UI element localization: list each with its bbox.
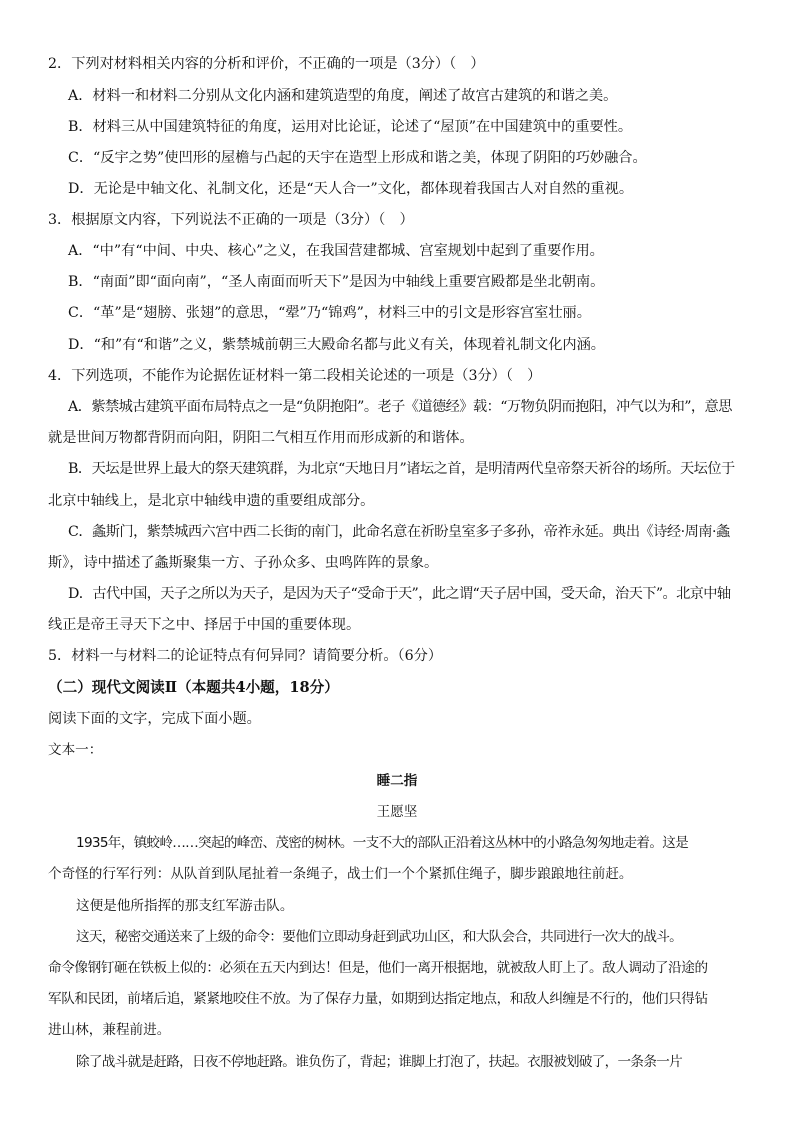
question-2-option-a: A．材料一和材料二分别从文化内涵和建筑造型的角度，阐述了故宫古建筑的和谐之美。 — [68, 88, 618, 104]
story-paragraph-1-line-1: 1935年，镇蛟岭……突起的峰峦、茂密的树林。一支不大的部队正沿着这丛林中的小路急匆匆地走着。这是 — [76, 835, 689, 851]
story-paragraph-1-line-2: 个奇怪的行军行列：从队首到队尾扯着一条绳子，战士们一个个紧抓住绳子，脚步踉踉地往前赶。 — [48, 866, 633, 882]
question-3-option-d: D．“和”有“和谐”之义，紫禁城前朝三大殿命名都与此义有关，体现着礼制文化内涵。 — [68, 337, 605, 353]
question-4-option-d-line-1: D．古代中国，天子之所以为天子，是因为天子“受命于天”，此之谓“天子居中国，受天命，治天下”。北京中轴 — [68, 586, 731, 602]
story-paragraph-3-line-3: 军队和民团，前堵后追，紧紧地咬住不放。为了保存力量，如期到达指定地点，和敌人纠缠是不行的，他们只得钻 — [48, 991, 708, 1007]
question-5: 5．材料一与材料二的论证特点有何异同？请简要分析。（6分） — [48, 648, 443, 664]
question-4-option-c-line-1: C．螽斯门，紫禁城西六宫中西二长街的南门，此命名意在祈盼皇室多子多孙，帝祚永延。典出《诗经·周南·螽 — [68, 524, 730, 540]
question-4-option-b-line-1: B．天坛是世界上最大的祭天建筑群，为北京“天地日月”诸坛之首，是明清两代皇帝祭天祈谷的场所。天坛位于 — [68, 461, 735, 477]
story-title: 睡二指 — [376, 773, 418, 789]
story-author: 王愿坚 — [376, 804, 418, 820]
question-2-stem: 2．下列对材料相关内容的分析和评价，不正确的一项是（3分）（ ） — [48, 56, 485, 72]
question-4-option-c-line-2: 斯》，诗中描述了螽斯聚集一方、子孙众多、虫鸣阵阵的景象。 — [48, 555, 439, 571]
question-4-stem: 4．下列选项，不能作为论据佐证材料一第二段相关论述的一项是（3分）（ ） — [48, 368, 542, 384]
reading-instruction: 阅读下面的文字，完成下面小题。 — [48, 711, 261, 727]
text-label: 文本一： — [48, 742, 103, 758]
question-4-option-a-line-1: A．紫禁城古建筑平面布局特点之一是“负阴抱阳”。老子《道德经》载：“万物负阴而抱阳，冲气以为和”，意思 — [68, 399, 732, 415]
question-2-option-b: B．材料三从中国建筑特征的角度，运用对比论证，论述了“屋顶”在中国建筑中的重要性。 — [68, 119, 633, 135]
question-4-option-d-line-2: 线正是帝王寻天下之中、择居于中国的重要体现。 — [48, 617, 361, 633]
question-2-option-d: D．无论是中轴文化、礼制文化，还是“天人合一”文化，都体现着我国古人对自然的重视。 — [68, 181, 634, 197]
story-paragraph-3-line-4: 进山林，兼程前进。 — [48, 1022, 171, 1038]
question-3-option-b: B．“南面”即“面向南”，“圣人南面而听天下”是因为中轴线上重要宫殿都是坐北朝南。 — [68, 274, 605, 290]
question-3-option-a: A．“中”有“中间、中央、核心”之义，在我国营建都城、宫室规划中起到了重要作用。 — [68, 243, 604, 259]
section-heading: （二）现代文阅读Ⅱ（本题共4小题，18分） — [48, 679, 339, 696]
question-3-stem: 3．根据原文内容，下列说法不正确的一项是（3分）（ ） — [48, 212, 414, 228]
question-2-option-c: C．“反宇之势”使凹形的屋檐与凸起的天宇在造型上形成和谐之美，体现了阴阳的巧妙融合。 — [68, 150, 647, 166]
story-paragraph-4-line-1: 除了战斗就是赶路，日夜不停地赶路。谁负伤了，背起；谁脚上打泡了，扶起。衣服被划破了，一条条一片 — [76, 1054, 683, 1070]
question-4-option-b-line-2: 北京中轴线上，是北京中轴线申遗的重要组成部分。 — [48, 493, 375, 509]
story-paragraph-3-line-2: 命令像钢钉砸在铁板上似的：必须在五天内到达！但是，他们一离开根据地，就被敌人盯上了。敌人调动了沿途的 — [48, 960, 708, 976]
question-3-option-c: C．“革”是“翅膀、张翅”的意思，“翚”乃“锦鸡”，材料三中的引文是形容宫室壮丽。 — [68, 305, 591, 321]
story-paragraph-3-line-1: 这天，秘密交通送来了上级的命令：要他们立即动身赶到武功山区，和大队会合，共同进行一次大的战斗。 — [76, 929, 683, 945]
story-paragraph-2: 这便是他所指挥的那支红军游击队。 — [76, 898, 294, 914]
question-4-option-a-line-2: 就是世间万物都背阴而向阳，阴阳二气相互作用而形成新的和谐体。 — [48, 430, 474, 446]
